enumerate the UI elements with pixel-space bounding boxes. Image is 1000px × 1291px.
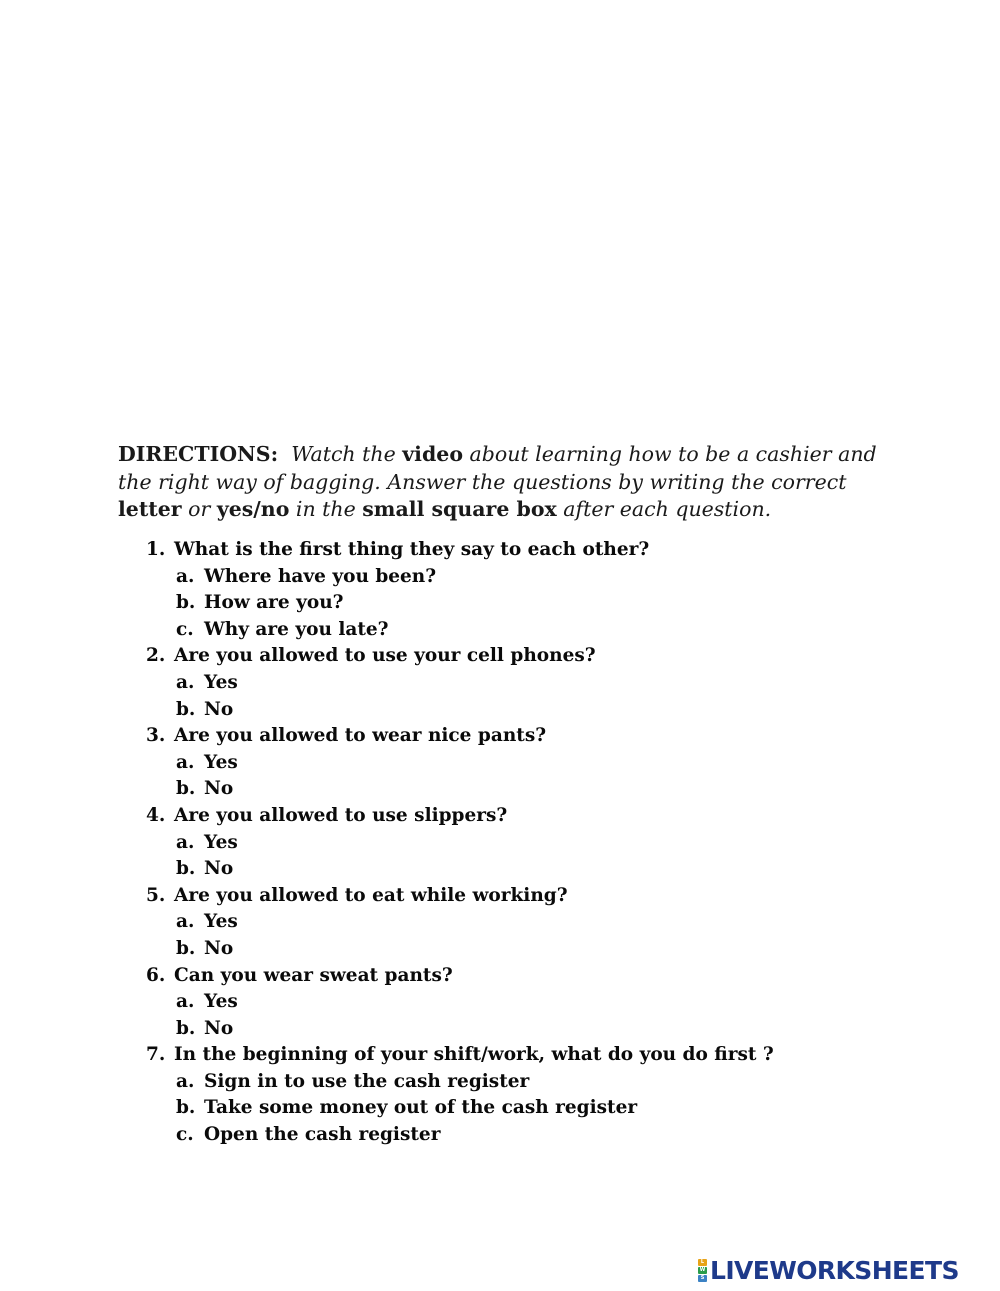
question-text: What is the first thing they say to each other? [174,539,650,560]
option-text: No [204,698,234,720]
answer-option [146,1122,906,1149]
answer-option [146,1095,906,1122]
question-number: 5. [146,884,166,906]
option-text: Open the cash register [204,1124,441,1146]
option-text: Why are you late? [204,618,389,640]
liveworksheets-logo-mark-icon [698,1259,707,1282]
answer-option [146,776,906,803]
logo-mark-block: L [698,1259,707,1266]
option-letter: b. [176,698,196,720]
option-letter: a. [176,671,195,693]
option-letter: b. [176,858,196,880]
question-number: 2. [146,645,166,667]
question-5 [146,883,906,910]
option-text: Yes [204,671,238,693]
option-letter: a. [176,751,195,773]
answer-option [146,936,906,963]
answer-option [146,590,906,617]
answer-option [146,856,906,883]
option-text: Yes [204,911,238,933]
answer-option [146,617,906,644]
option-text: Where have you been? [204,565,437,587]
directions-text-segment: in the [289,497,363,521]
option-text: No [204,778,234,800]
question-text: Are you allowed to use your cell phones? [174,645,596,667]
liveworksheets-logo-text: LIVEWORKSHEETS [710,1255,959,1285]
option-letter: b. [176,937,196,959]
option-letter: c. [176,618,194,640]
option-letter: c. [176,1124,194,1146]
directions-paragraph [118,441,878,524]
option-text: No [204,937,234,959]
question-6 [146,963,906,990]
answer-option [146,670,906,697]
question-number: 7. [146,1044,166,1066]
question-number: 3. [146,725,166,747]
option-letter: a. [176,911,195,933]
question-text: Are you allowed to use slippers? [174,804,508,826]
directions-text-segment: about learning how to be a cashier and the right way of bagging. Answer the questions by writing the correct [118,442,877,494]
directions-text-segment: Watch the [291,442,403,466]
liveworksheets-logo [698,1255,959,1285]
logo-mark-block: S [698,1275,707,1282]
question-1 [146,537,906,564]
directions-text-segment: or [181,497,217,521]
option-text: How are you? [204,592,344,614]
option-letter: b. [176,592,196,614]
answer-option [146,909,906,936]
question-text: Are you allowed to eat while working? [174,884,568,906]
answer-option [146,1069,906,1096]
directions-text-segment: after each question. [556,497,772,521]
answer-option [146,989,906,1016]
answer-option [146,1016,906,1043]
option-text: Yes [204,991,238,1013]
question-text: Are you allowed to wear nice pants? [174,725,547,747]
directions-emphasis: letter [118,497,182,521]
question-text: Can you wear sweat pants? [174,964,453,986]
option-text: No [204,1017,234,1039]
question-3 [146,723,906,750]
answer-option [146,697,906,724]
question-7 [146,1042,906,1069]
logo-mark-block: W [699,1266,706,1273]
answer-option [146,750,906,777]
option-letter: a. [176,991,195,1013]
option-letter: b. [176,1097,196,1119]
option-text: Take some money out of the cash register [204,1097,638,1119]
question-4 [146,803,906,830]
question-number: 6. [146,964,166,986]
option-letter: a. [176,1070,195,1092]
directions-emphasis: yes/no [216,497,290,521]
option-text: Sign in to use the cash register [204,1070,530,1092]
question-list [146,537,906,1149]
answer-option [146,830,906,857]
option-text: No [204,858,234,880]
directions-emphasis: video [402,442,463,466]
option-letter: b. [176,778,196,800]
question-number: 1. [146,539,166,560]
option-letter: a. [176,831,195,853]
question-text: In the beginning of your shift/work, what do you do first ? [174,1044,774,1066]
option-text: Yes [204,831,238,853]
question-2 [146,643,906,670]
option-text: Yes [204,751,238,773]
directions-emphasis: small square box [362,497,557,521]
option-letter: b. [176,1017,196,1039]
answer-option [146,564,906,591]
question-number: 4. [146,804,166,826]
option-letter: a. [176,565,195,587]
directions-label: DIRECTIONS: [118,442,279,466]
